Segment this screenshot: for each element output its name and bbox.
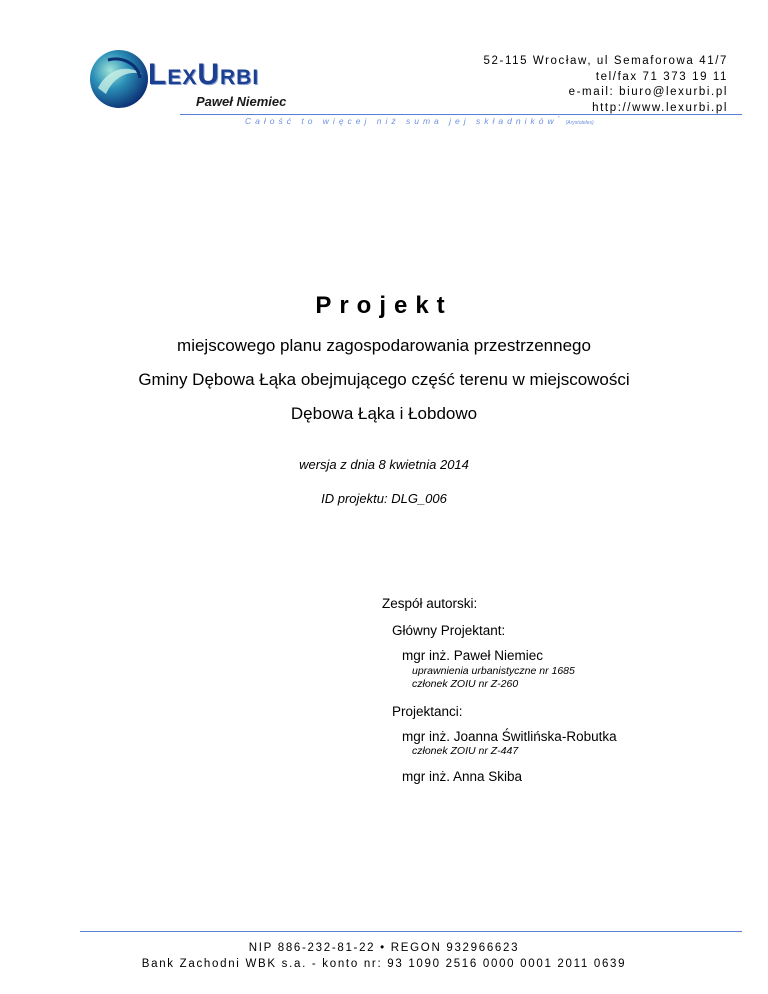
project-id: ID projektu: DLG_006 <box>321 491 447 506</box>
version-date: wersja z dnia 8 kwietnia 2014 <box>299 457 469 472</box>
company-logo <box>88 48 303 118</box>
main-designer-name: mgr inż. Paweł Niemiec <box>402 648 544 663</box>
designer-name-2: mgr inż. Anna Skiba <box>402 769 523 784</box>
footer-bank-info: Bank Zachodni WBK s.a. - konto nr: 93 1090 2516 0000 0001 2011 0639 <box>141 958 627 970</box>
contact-block <box>484 54 728 116</box>
main-designer-note-2: członek ZOIU nr Z-260 <box>412 678 519 690</box>
subtitle-line-2: Gminy Dębowa Łąka obejmującego część terenu w miejscowości <box>138 370 630 389</box>
designer-name-1: mgr inż. Joanna Świtlińska-Robutka <box>402 729 617 744</box>
designer-note-1: członek ZOIU nr Z-447 <box>412 745 519 757</box>
designers-label: Projektanci: <box>392 704 463 719</box>
team-heading: Zespół autorski: <box>382 596 478 611</box>
website-text: http://www.lexurbi.pl <box>592 101 728 114</box>
telfax-text: tel/fax 71 373 19 11 <box>595 70 728 83</box>
footer-tax-info: NIP 886-232-81-22 • REGON 932966623 <box>248 942 520 954</box>
motto-attribution: (Arystoteles) <box>565 120 594 126</box>
main-designer-note-1: uprawnienia urbanistyczne nr 1685 <box>412 665 575 677</box>
main-designer-label: Główny Projektant: <box>392 623 506 638</box>
header-divider <box>180 114 742 115</box>
address-text: 52-115 Wrocław, ul Semaforowa 41/7 <box>483 55 728 67</box>
subtitle-line-1: miejscowego planu zagospodarowania przestrzennego <box>177 336 591 355</box>
owner-name: Paweł Niemiec <box>196 94 287 109</box>
globe-logo-icon <box>88 48 150 110</box>
motto-text: Całość to więcej niż suma jej składników <box>245 116 558 126</box>
email-text: e-mail: biuro@lexurbi.pl <box>568 86 728 98</box>
brand-name: LexUrbi <box>148 58 260 91</box>
footer-divider <box>80 931 742 932</box>
subtitle-line-3: Dębowa Łąka i Łobdowo <box>290 404 478 423</box>
document-title: Projekt <box>315 292 453 319</box>
motto: Całość to więcej niż suma jej składników” (Arystoteles) <box>245 116 594 126</box>
